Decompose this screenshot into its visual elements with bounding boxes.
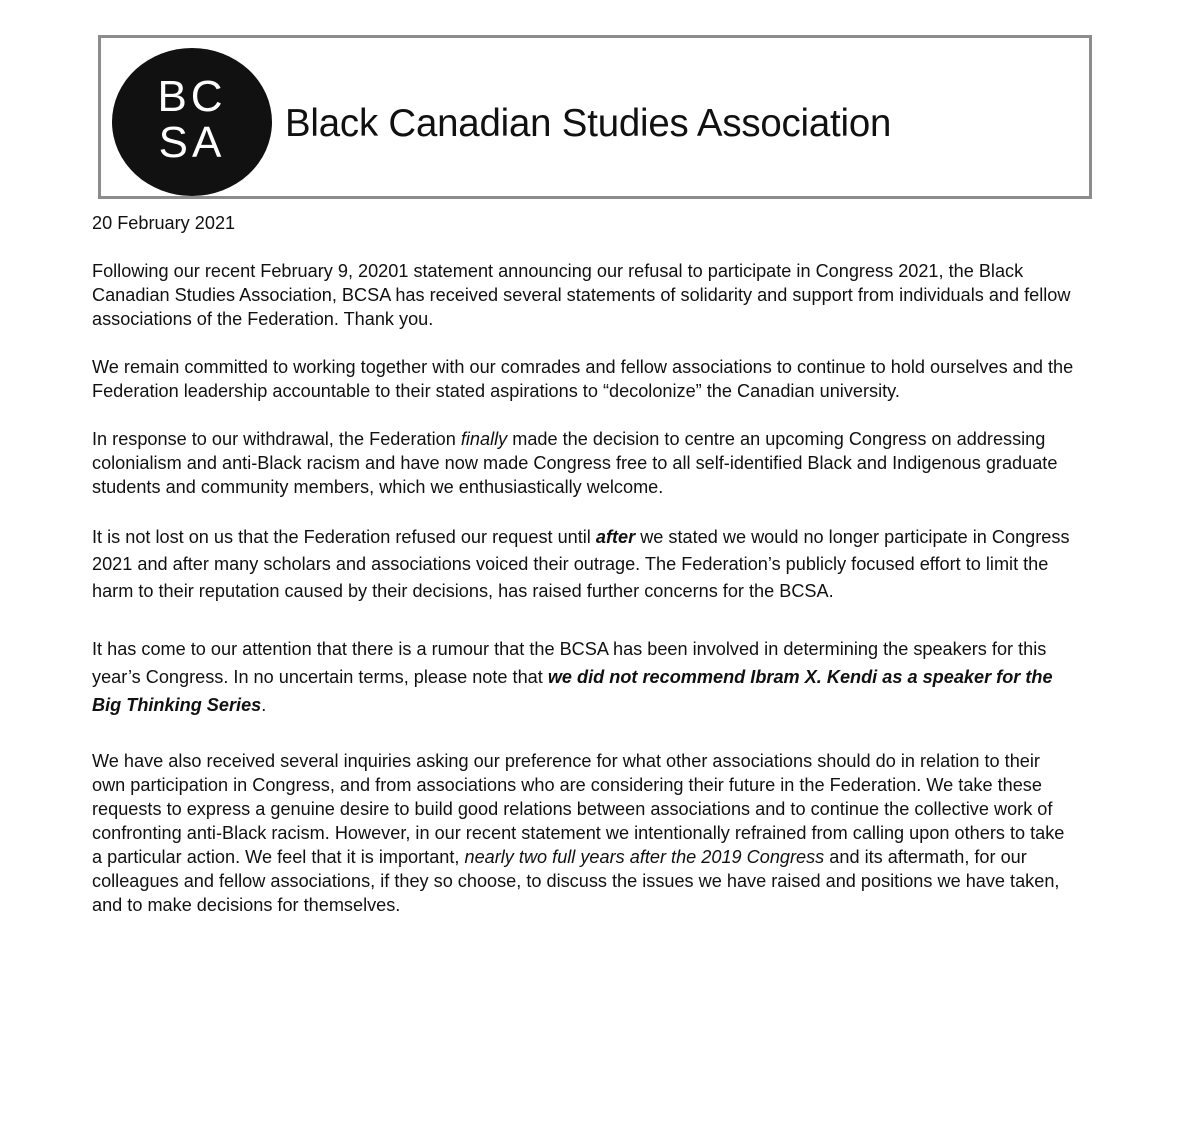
paragraph-6	[92, 749, 1077, 917]
paragraph-5-text-after: .	[261, 694, 267, 715]
bcsa-logo-circle	[112, 48, 272, 196]
logo-monogram	[112, 74, 272, 166]
paragraph-4-emphasis: after	[595, 526, 636, 547]
paragraph-3-text-after: made the decision to centre an upcoming Congress on addressing colonialism and anti-Black racism and have now made Congress free to all self-identified Black and Indigenous graduate students and community members, which we enthusiastically welcome.	[92, 428, 1058, 497]
paragraph-5-text-before: It has come to our attention that there is a rumour that the BCSA has been involved in determining the speakers for this year’s Congress. In no uncertain terms, please note that	[92, 638, 1047, 687]
letter-body	[92, 211, 1102, 941]
paragraph-6-text-before: We have also received several inquiries asking our preference for what other associations should do in relation to their own participation in Congress, and from associations who are considering their future in the Federation. We take these requests to express a genuine desire to build good relations between associations and to continue the collective work of confronting anti-Black racism. However, in our recent statement we intentionally refrained from calling upon others to take a particular action. We feel that it is important,	[92, 750, 1065, 867]
paragraph-6-text-after: and its aftermath, for our colleagues and fellow associations, if they so choose, to discuss the issues we have raised and positions we have taken, and to make decisions for themselves.	[92, 846, 1060, 915]
paragraph-6-emphasis: nearly two full years after the 2019 Congress	[464, 846, 825, 867]
organization-name: Black Canadian Studies Association	[285, 102, 892, 145]
paragraph-2: We remain committed to working together with our comrades and fellow associations to continue to hold ourselves and the Federation leadership accountable to their stated aspirations to “decolonize” the Canadian university.	[92, 356, 1074, 401]
paragraph-4	[92, 523, 1077, 604]
logo-line-1: BC	[157, 72, 227, 121]
letter-date: 20 February 2021	[92, 212, 236, 233]
paragraph-3-emphasis: finally	[460, 428, 508, 449]
letterhead-banner	[98, 35, 1092, 199]
paragraph-3-text-before: In response to our withdrawal, the Federation	[92, 428, 461, 449]
paragraph-4-text-before: It is not lost on us that the Federation refused our request until	[92, 526, 596, 547]
paragraph-5	[92, 635, 1077, 719]
logo-line-2: SA	[158, 118, 226, 167]
paragraph-3	[92, 427, 1077, 499]
paragraph-1: Following our recent February 9, 20201 statement announcing our refusal to participate in Congress 2021, the Black Canadian Studies Association, BCSA has received several statements of solidarity and support from individuals and fellow associations of the Federation. Thank you.	[92, 260, 1071, 329]
paragraph-5-emphasis: we did not recommend Ibram X. Kendi as a speaker for the Big Thinking Series	[92, 666, 1053, 715]
paragraph-4-text-after: we stated we would no longer participate in Congress 2021 and after many scholars and associations voiced their outrage. The Federation’s publicly focused effort to limit the harm to their reputation caused by their decisions, has raised further concerns for the BCSA.	[92, 526, 1070, 601]
